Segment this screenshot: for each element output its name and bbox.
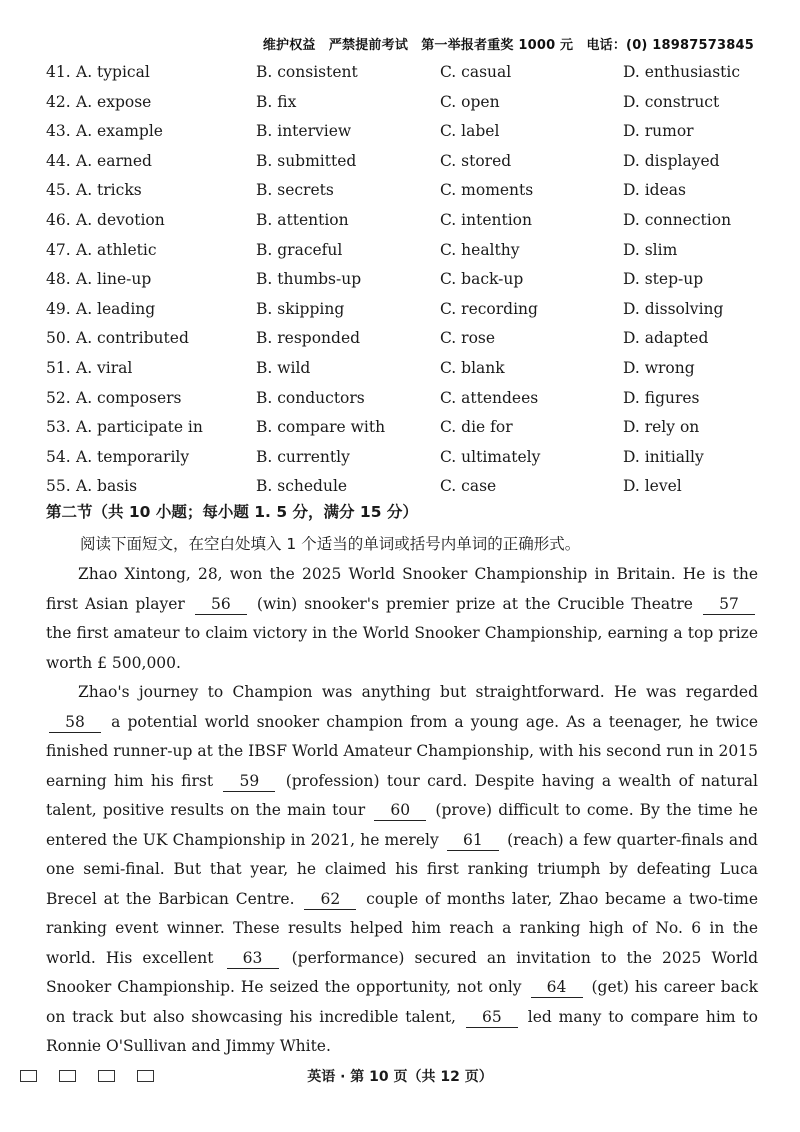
option-c: C. open: [440, 92, 500, 111]
option-d: D. wrong: [623, 358, 695, 377]
option-b: B. compare with: [256, 418, 386, 437]
option-c: C. healthy: [440, 240, 520, 259]
option-c: C. casual: [440, 63, 512, 81]
option-d: D. figures: [623, 388, 700, 407]
text-segment: (win) snooker's premier prize at the Crucible Theatre: [256, 594, 693, 613]
option-d: D. level: [623, 477, 682, 496]
option-a: A. viral: [76, 358, 133, 377]
option-d: D. ideas: [623, 181, 686, 200]
blank-58: 58: [49, 712, 101, 733]
blank-61: 61: [447, 830, 499, 851]
option-c: C. intention: [440, 210, 532, 229]
text-segment: Zhao's journey to Champion was anything but straightforward. He was regarded: [78, 683, 758, 701]
question-number: 50.: [46, 329, 71, 348]
question-number: 44.: [46, 151, 71, 170]
option-c: C. moments: [440, 181, 534, 200]
option-row: [46, 147, 766, 177]
option-b: B. submitted: [256, 151, 357, 170]
text-segment: (get) his career back on track but also showcasing his incredible talent,: [46, 978, 758, 1026]
blank-63: 63: [227, 948, 279, 969]
option-b: B. secrets: [256, 181, 334, 200]
question-number: 54.: [46, 447, 71, 466]
option-a: A. line-up: [76, 270, 152, 289]
option-d: D. initially: [623, 447, 704, 466]
option-a: A. example: [76, 122, 163, 141]
option-row: [46, 324, 766, 354]
option-c: C. die for: [440, 418, 513, 437]
option-row: [46, 117, 766, 147]
option-row: [46, 472, 766, 502]
option-a: A. athletic: [76, 240, 157, 259]
options-list: [46, 58, 766, 502]
page-footer: [0, 1066, 800, 1090]
option-c: C. stored: [440, 151, 512, 170]
option-d: D. displayed: [623, 151, 720, 170]
option-c: C. blank: [440, 358, 505, 377]
option-a: A. leading: [76, 299, 156, 318]
option-a: A. basis: [76, 477, 138, 496]
option-row: [46, 443, 766, 473]
option-a: A. participate in: [76, 418, 203, 437]
option-b: B. consistent: [256, 63, 358, 81]
option-c: C. rose: [440, 329, 496, 348]
option-row: [46, 265, 766, 295]
option-row: [46, 354, 766, 384]
option-a: A. temporarily: [76, 447, 190, 466]
blank-56: 56: [195, 594, 247, 615]
option-b: B. fix: [256, 92, 297, 111]
question-number: 47.: [46, 240, 71, 259]
blank-65: 65: [466, 1007, 518, 1028]
option-b: B. schedule: [256, 477, 348, 496]
option-b: B. skipping: [256, 299, 345, 318]
option-c: C. recording: [440, 299, 538, 318]
question-number: 46.: [46, 210, 71, 229]
option-d: D. connection: [623, 210, 732, 229]
question-number: 41.: [46, 63, 71, 81]
option-row: [46, 206, 766, 236]
option-row: [46, 384, 766, 414]
option-c: C. ultimately: [440, 447, 541, 466]
blank-57: 57: [703, 594, 755, 615]
blank-62: 62: [304, 889, 356, 910]
page-header: 维护权益 严禁提前考试 第一举报者重奖 1000 元 电话：(0) 18987573845: [262, 38, 754, 53]
option-row: [46, 236, 766, 266]
option-b: B. currently: [256, 447, 350, 466]
option-a: A. earned: [76, 151, 152, 170]
option-a: A. composers: [76, 388, 182, 407]
option-c: C. case: [440, 477, 497, 496]
option-b: B. responded: [256, 329, 361, 348]
option-d: D. rely on: [623, 418, 700, 437]
option-d: D. dissolving: [623, 299, 724, 318]
page-number: 英语 · 第 10 页（共 12 页）: [307, 1069, 493, 1085]
option-row: [46, 58, 766, 88]
text-segment: led many to compare him to Ronnie O'Sullivan and Jimmy White.: [46, 1007, 758, 1055]
text-segment: Zhao Xintong, 28, won the 2025 World Snooker Championship in Britain. He is the first Asian player: [46, 565, 758, 613]
text-segment: couple of months later, Zhao became a two-time ranking event winner. These results helped him reach a ranking high of No. 6 in the world. His excellent: [46, 889, 758, 967]
question-number: 51.: [46, 358, 71, 377]
blank-59: 59: [223, 771, 275, 792]
question-number: 45.: [46, 181, 71, 200]
option-d: D. step-up: [623, 270, 704, 289]
question-number: 53.: [46, 418, 71, 437]
option-d: D. rumor: [623, 122, 694, 141]
option-b: B. interview: [256, 122, 352, 141]
text-segment: (profession) tour card. Despite having a wealth of natural talent, positive results on the main tour: [46, 771, 758, 819]
question-number: 49.: [46, 299, 71, 318]
option-d: D. slim: [623, 240, 678, 259]
question-number: 42.: [46, 92, 71, 111]
instruction: 阅读下面短文，在空白处填入 1 个适当的单词或括号内单词的正确形式。: [80, 535, 581, 553]
option-a: A. devotion: [76, 210, 165, 229]
option-row: [46, 413, 766, 443]
option-a: A. tricks: [76, 181, 142, 200]
option-b: B. attention: [256, 210, 349, 229]
section-title: 第二节（共 10 小题；每小题 1. 5 分，满分 15 分）: [46, 503, 418, 521]
blank-64: 64: [531, 977, 583, 998]
option-c: C. label: [440, 122, 500, 141]
option-row: [46, 295, 766, 325]
option-c: C. back-up: [440, 270, 524, 289]
paragraph-1: [46, 560, 758, 678]
option-d: D. construct: [623, 92, 720, 111]
text-segment: (performance) secured an invitation to the 2025 World Snooker Championship. He seized the opportunity, not only: [46, 948, 758, 996]
passage: [46, 560, 758, 1062]
option-b: B. wild: [256, 358, 311, 377]
option-c: C. attendees: [440, 388, 539, 407]
text-segment: (prove) difficult to come. By the time he entered the UK Championship in 2021, he merely: [46, 801, 758, 849]
option-d: D. enthusiastic: [623, 63, 741, 81]
option-row: [46, 88, 766, 118]
option-b: B. thumbs-up: [256, 270, 362, 289]
option-b: B. conductors: [256, 388, 365, 407]
blank-60: 60: [374, 800, 426, 821]
question-number: 55.: [46, 477, 71, 496]
text-segment: a potential world snooker champion from a young age. As a teenager, he twice finished runner-up at the IBSF World Amateur Championship, with his second run in 2015 earning him his first: [46, 712, 758, 790]
option-d: D. adapted: [623, 329, 709, 348]
option-a: A. typical: [76, 63, 150, 81]
option-b: B. graceful: [256, 240, 343, 259]
question-number: 52.: [46, 388, 71, 407]
paragraph-2: [46, 678, 758, 1062]
question-number: 48.: [46, 270, 71, 289]
option-a: A. contributed: [76, 329, 189, 348]
text-segment: the first amateur to claim victory in the World Snooker Championship, earning a top prize worth £ 500,000.: [46, 624, 758, 672]
text-segment: (reach) a few quarter-finals and one semi-final. But that year, he claimed his first ranking triumph by defeating Luca Brecel at the Barbican Centre.: [46, 830, 758, 908]
question-number: 43.: [46, 122, 71, 141]
option-row: [46, 176, 766, 206]
option-a: A. expose: [76, 92, 152, 111]
